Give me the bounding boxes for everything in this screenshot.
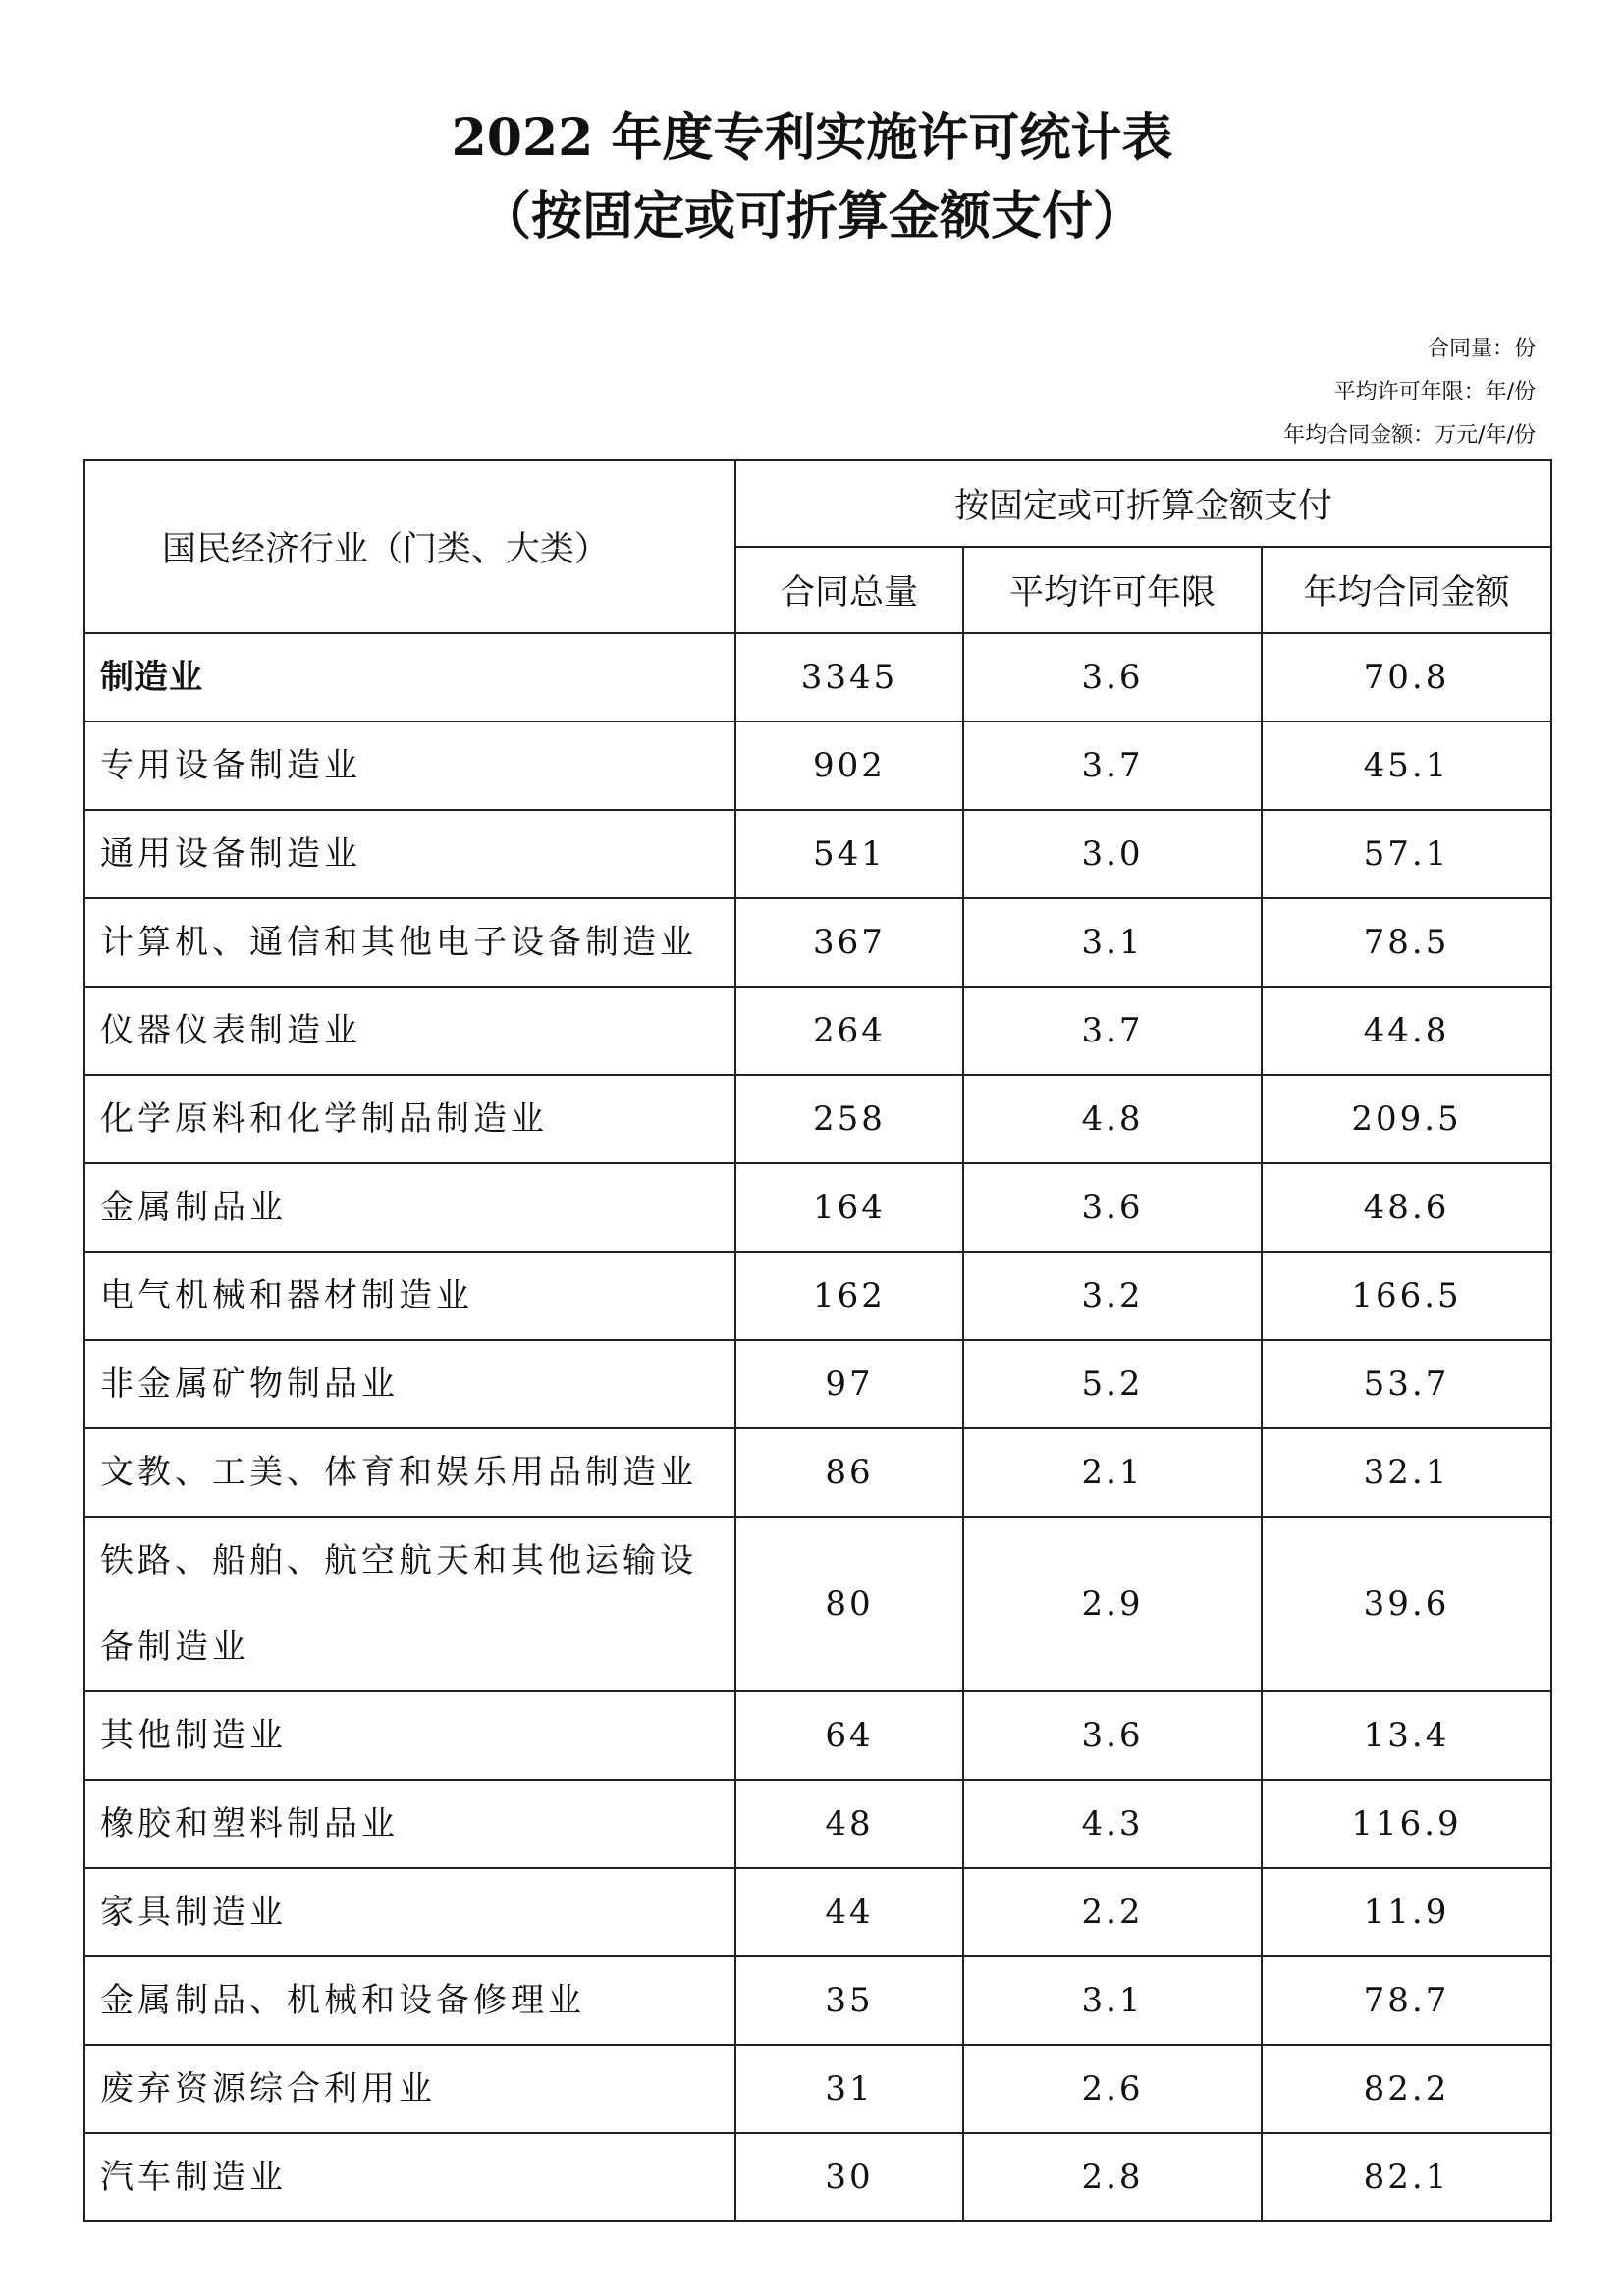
avg-amount-cell: 78.7 [1262,1956,1551,2045]
industry-name-cell: 专用设备制造业 [84,721,735,810]
industry-name-cell: 文教、工美、体育和娱乐用品制造业 [84,1428,735,1517]
avg-amount-cell: 70.8 [1262,633,1551,721]
avg-amount-cell: 209.5 [1262,1075,1551,1163]
avg-amount-cell: 44.8 [1262,987,1551,1075]
table-row [84,721,1551,810]
avg-years-cell: 2.1 [963,1428,1262,1517]
statistics-table [83,459,1552,2222]
avg-years-cell: 3.7 [963,987,1262,1075]
industry-name-cell: 非金属矿物制品业 [84,1340,735,1428]
table-row [84,987,1551,1075]
page-title: 2022 年度专利实施许可统计表 [451,108,1173,168]
contract-count-cell: 31 [735,2045,963,2133]
table-row [84,1780,1551,1868]
industry-name-cell: 制造业 [84,633,735,721]
industry-name-cell: 铁路、船舶、航空航天和其他运输设备制造业 [84,1517,735,1691]
avg-years-cell: 3.2 [963,1252,1262,1340]
contract-count-cell: 258 [735,1075,963,1163]
avg-amount-cell: 11.9 [1262,1868,1551,1956]
avg-amount-cell: 48.6 [1262,1163,1551,1252]
table-row [84,1517,1551,1691]
contract-count-cell: 44 [735,1868,963,1956]
contract-count-cell: 35 [735,1956,963,2045]
contract-count-cell: 162 [735,1252,963,1340]
contract-count-cell: 164 [735,1163,963,1252]
table-row [84,898,1551,987]
industry-name-cell: 仪器仪表制造业 [84,987,735,1075]
contract-count-cell: 30 [735,2133,963,2221]
page-subtitle: （按固定或可折算金额支付） [479,187,1144,246]
industry-name-cell: 金属制品业 [84,1163,735,1252]
avg-years-cell: 2.8 [963,2133,1262,2221]
unit-avg-amount: 年均合同金额：万元/年/份 [1283,423,1536,448]
table-row [84,1163,1551,1252]
unit-avg-years: 平均许可年限：年/份 [1333,380,1536,404]
avg-years-cell: 5.2 [963,1340,1262,1428]
industry-name-cell: 家具制造业 [84,1868,735,1956]
industry-name-cell: 汽车制造业 [84,2133,735,2221]
contract-count-cell: 86 [735,1428,963,1517]
table-row [84,2133,1551,2221]
contract-count-cell: 64 [735,1691,963,1780]
industry-name-cell: 通用设备制造业 [84,810,735,898]
avg-years-cell: 2.2 [963,1868,1262,1956]
avg-amount-cell: 32.1 [1262,1428,1551,1517]
avg-years-cell: 4.3 [963,1780,1262,1868]
industry-name-cell: 电气机械和器材制造业 [84,1252,735,1340]
table-row [84,2045,1551,2133]
contract-count-cell: 541 [735,810,963,898]
table-row [84,1956,1551,2045]
table-row [84,1252,1551,1340]
industry-name-cell: 化学原料和化学制品制造业 [84,1075,735,1163]
avg-years-cell: 3.1 [963,898,1262,987]
table-body [84,633,1551,2221]
avg-amount-cell: 39.6 [1262,1517,1551,1691]
avg-years-cell: 2.6 [963,2045,1262,2133]
industry-name-cell: 金属制品、机械和设备修理业 [84,1956,735,2045]
table-row [84,633,1551,721]
table-row [84,1340,1551,1428]
avg-amount-cell: 53.7 [1262,1340,1551,1428]
header-payment-group: 按固定或可折算金额支付 [735,460,1551,547]
avg-years-cell: 3.1 [963,1956,1262,2045]
industry-name-cell: 其他制造业 [84,1691,735,1780]
industry-name-cell: 橡胶和塑料制品业 [84,1780,735,1868]
header-avg-amount: 年均合同金额 [1262,547,1551,633]
avg-amount-cell: 82.2 [1262,2045,1551,2133]
avg-amount-cell: 45.1 [1262,721,1551,810]
avg-amount-cell: 78.5 [1262,898,1551,987]
table-row [84,1691,1551,1780]
avg-years-cell: 2.9 [963,1517,1262,1691]
header-avg-years: 平均许可年限 [963,547,1262,633]
avg-years-cell: 4.8 [963,1075,1262,1163]
header-industry: 国民经济行业（门类、大类） [84,460,735,633]
industry-name-cell: 废弃资源综合利用业 [84,2045,735,2133]
avg-amount-cell: 166.5 [1262,1252,1551,1340]
table-row [84,810,1551,898]
table-row [84,1075,1551,1163]
table-row [84,1868,1551,1956]
contract-count-cell: 367 [735,898,963,987]
contract-count-cell: 80 [735,1517,963,1691]
table-row [84,1428,1551,1517]
avg-years-cell: 3.7 [963,721,1262,810]
avg-years-cell: 3.6 [963,1691,1262,1780]
avg-amount-cell: 57.1 [1262,810,1551,898]
industry-name-cell: 计算机、通信和其他电子设备制造业 [84,898,735,987]
avg-amount-cell: 82.1 [1262,2133,1551,2221]
contract-count-cell: 48 [735,1780,963,1868]
contract-count-cell: 264 [735,987,963,1075]
unit-contract-count: 合同量：份 [1427,337,1536,361]
avg-years-cell: 3.6 [963,1163,1262,1252]
avg-amount-cell: 13.4 [1262,1691,1551,1780]
contract-count-cell: 902 [735,721,963,810]
contract-count-cell: 97 [735,1340,963,1428]
contract-count-cell: 3345 [735,633,963,721]
avg-years-cell: 3.0 [963,810,1262,898]
header-contract-count: 合同总量 [735,547,963,633]
avg-years-cell: 3.6 [963,633,1262,721]
avg-amount-cell: 116.9 [1262,1780,1551,1868]
